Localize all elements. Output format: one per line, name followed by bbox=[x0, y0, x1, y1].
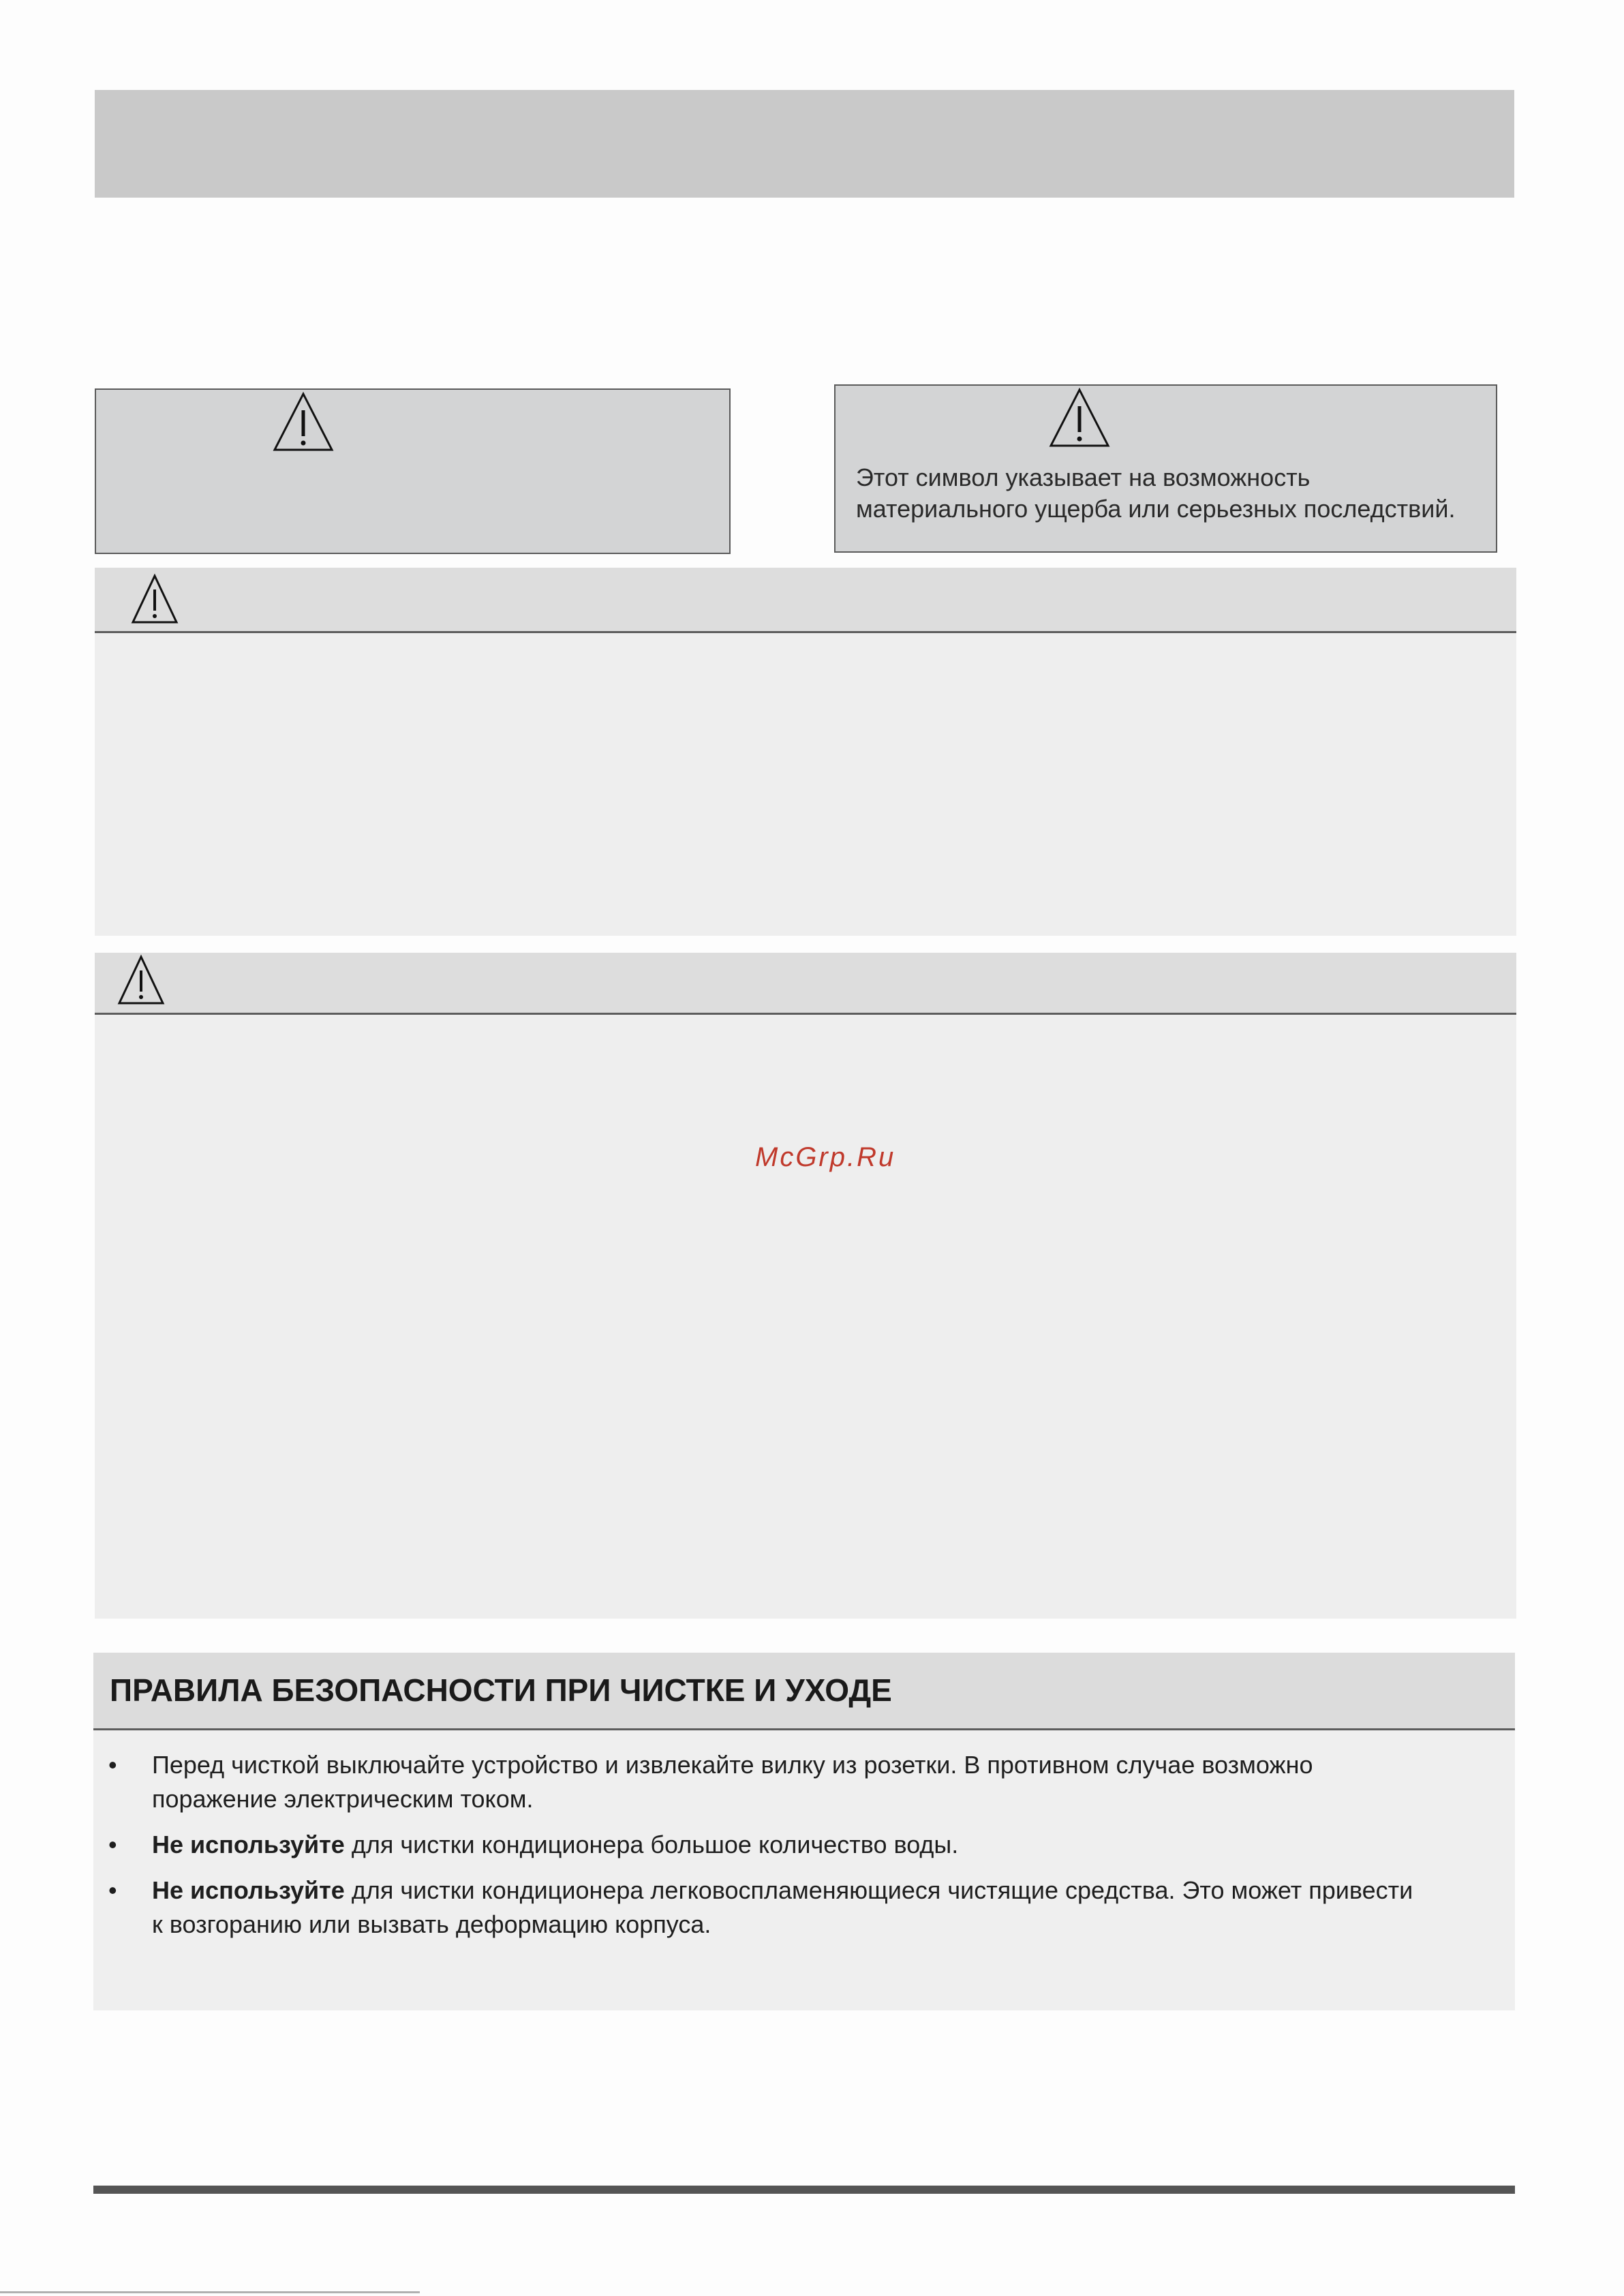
warning-triangle-icon bbox=[130, 573, 179, 625]
caution-triangle-icon bbox=[117, 954, 166, 1006]
warning-section-header bbox=[95, 568, 1516, 633]
rule-text: для чистки кондиционера большое количество воды. bbox=[344, 1831, 959, 1858]
warning-triangle-icon bbox=[272, 391, 335, 453]
rule-text-line: к возгоранию или вызвать деформацию корпуса. bbox=[152, 1910, 711, 1938]
warning-section bbox=[95, 568, 1516, 936]
caution-description-line1: Этот символ указывает на возможность bbox=[856, 463, 1311, 491]
bullet-icon: • bbox=[108, 1831, 117, 1858]
list-item bbox=[93, 1873, 1515, 1942]
cleaning-section-header bbox=[93, 1653, 1515, 1730]
caution-symbol-box bbox=[834, 384, 1497, 553]
corner-divider bbox=[0, 2291, 420, 2293]
rules-list bbox=[93, 1748, 1515, 1953]
rule-text-line bbox=[152, 1873, 1474, 1908]
header-band bbox=[95, 90, 1514, 198]
caution-section bbox=[95, 953, 1516, 1619]
caution-triangle-icon bbox=[1048, 387, 1111, 448]
rule-emphasis: Не используйте bbox=[152, 1831, 345, 1858]
watermark: McGrp.Ru bbox=[755, 1142, 896, 1172]
footer-divider bbox=[93, 2186, 1515, 2194]
rule-text-line: поражение электрическим током. bbox=[152, 1785, 534, 1813]
rule-text-line: Перед чисткой выключайте устройство и извлекайте вилку из розетки. В противном случае возможно bbox=[152, 1751, 1313, 1779]
cleaning-safety-section bbox=[93, 1653, 1515, 2010]
bullet-icon: • bbox=[108, 1751, 117, 1779]
rule-text: для чистки кондиционера легковоспламеняющиеся чистящие средства. Это может привести bbox=[344, 1876, 1413, 1904]
caution-description bbox=[856, 462, 1455, 525]
caution-section-header bbox=[95, 953, 1516, 1015]
list-item bbox=[93, 1828, 1515, 1862]
rule-emphasis: Не используйте bbox=[152, 1876, 345, 1904]
bullet-icon: • bbox=[108, 1876, 117, 1904]
rule-text-line bbox=[152, 1828, 1474, 1862]
list-item bbox=[93, 1748, 1515, 1816]
warning-symbol-box bbox=[95, 388, 731, 554]
caution-description-line2: материального ущерба или серьезных последствий. bbox=[856, 495, 1456, 523]
section-title: ПРАВИЛА БЕЗОПАСНОСТИ ПРИ ЧИСТКЕ И УХОДЕ bbox=[110, 1672, 892, 1708]
